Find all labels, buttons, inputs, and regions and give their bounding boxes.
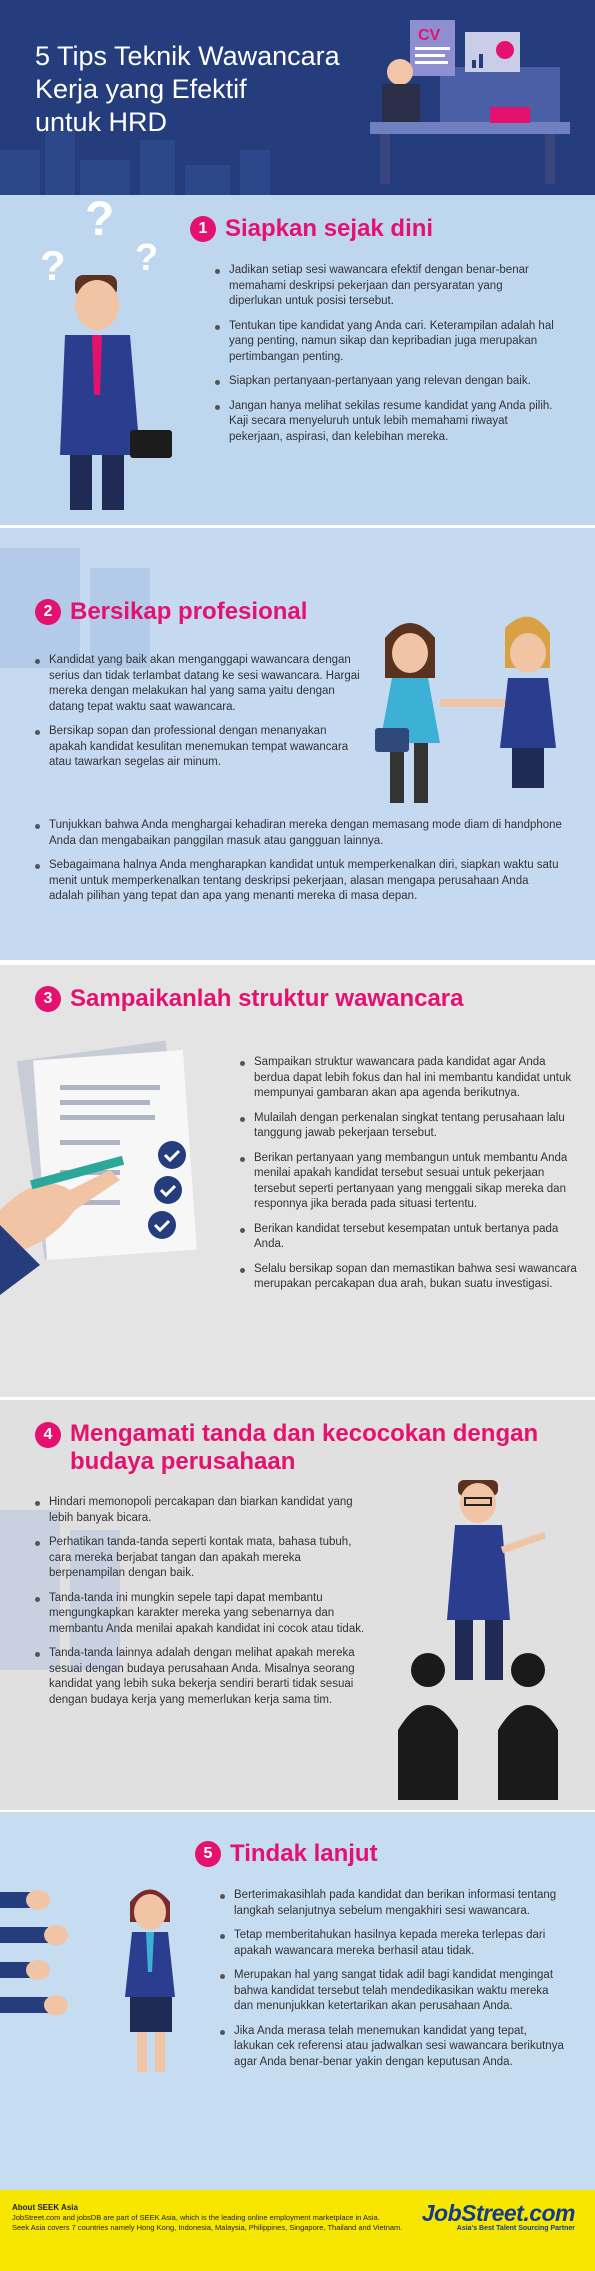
section-2 bbox=[0, 528, 595, 960]
bullet-item: Jadikan setiap sesi wawancara efektif dengan benar-benar memahami deskripsi pekerjaan dan persyaratan yang diperlukan untuk posisi tersebut. bbox=[215, 263, 555, 310]
bullet-item: Sebagaimana halnya Anda mengharapkan kandidat untuk memperkenalkan diri, siapkan waktu satu menit untuk memperkenalkan tentang deskripsi pekerjaan, alasan mengapa perusahaan Anda adalah pilihan yang tepat dan apa yang menanti mereka di masa depan. bbox=[35, 858, 565, 905]
bullet-item: Tetap memberitahukan hasilnya kepada mereka terlepas dari apakah wawancara mereka berhasil atau tidak. bbox=[220, 1928, 565, 1959]
question-mark-icon: ? bbox=[40, 242, 66, 289]
section-3 bbox=[0, 965, 595, 1397]
section-2-bullets-bottom bbox=[35, 818, 565, 914]
bullet-item: Jika Anda merasa telah menemukan kandidat yang tepat, lakukan cek referensi atau jadwalkan sesi wawancara berikutnya agar Anda benar-benar yakin dengan keputusan Anda. bbox=[220, 2024, 565, 2071]
logo-tagline: Asia's Best Talent Sourcing Partner bbox=[456, 2225, 575, 2232]
audience-silhouettes bbox=[398, 1653, 558, 1800]
desk bbox=[370, 122, 570, 134]
section-number-badge: 3 bbox=[35, 986, 61, 1012]
header bbox=[0, 0, 595, 195]
footer-about-title: About SEEK Asia bbox=[12, 2203, 78, 2212]
bullet-item: Tentukan tipe kandidat yang Anda cari. Keterampilan adalah hal yang penting, namun sikap dan kepribadian juga merupakan pertimbangan penting. bbox=[215, 319, 555, 366]
logo-name: JobStreet.com bbox=[421, 2200, 575, 2226]
bullet-item: Mulailah dengan perkenalan singkat tentang perusahaan lalu tanggung jawab pekerjaan tersebut. bbox=[240, 1111, 580, 1142]
section-3-bullets bbox=[240, 1055, 580, 1302]
briefcase-icon bbox=[130, 430, 172, 458]
footer-about-text: JobStreet.com and jobsDB are part of SEEK Asia, which is the leading online employment marketplace in Asia. bbox=[12, 2213, 380, 2222]
bullet-item: Hindari memonopoli percakapan dan biarkan kandidat yang lebih banyak bicara. bbox=[35, 1495, 365, 1526]
section-4-bullets bbox=[35, 1495, 365, 1717]
check-icon bbox=[148, 1211, 176, 1239]
section-5-heading bbox=[195, 1840, 378, 1868]
bullet-item: Kandidat yang baik akan menganggapi wawancara dengan serius dan tidak terlambat datang ke sesi wawancara. Hargai mereka dengan melakukan hal yang sama yaitu dengan datang tepat waktu saat wawancara. bbox=[35, 653, 365, 715]
bullet-item: Tanda-tanda lainnya adalah dengan melihat apakah mereka sesuai dengan budaya perusahaan Anda. Misalnya seorang kandidat yang lebih suka bekerja sendiri berarti tidak sesuai dengan budaya kerja yang memerlukan kerja sama tim. bbox=[35, 1646, 365, 1708]
title-line: Kerja yang Efektif bbox=[35, 74, 247, 104]
section-3-heading bbox=[35, 985, 464, 1013]
section-title: Siapkan sejak dini bbox=[225, 215, 434, 242]
thumbs-up-hands bbox=[0, 1890, 68, 2015]
section-title: Bersikap profesional bbox=[70, 598, 308, 625]
bullet-item: Selalu bersikap sopan dan memastikan bahwa sesi wawancara merupakan percakapan dua arah, bukan suatu investigasi. bbox=[240, 1262, 580, 1293]
section-number-badge: 5 bbox=[195, 1841, 221, 1867]
section-number-badge: 1 bbox=[190, 216, 216, 242]
jobstreet-logo[interactable] bbox=[422, 2200, 575, 2232]
section-4-heading bbox=[35, 1420, 575, 1476]
bullet-item: Siapkan pertanyaan-pertanyaan yang relevan dengan baik. bbox=[215, 374, 555, 390]
interviewer-figure bbox=[447, 1480, 545, 1680]
section-number-badge: 2 bbox=[35, 599, 61, 625]
hr-person bbox=[387, 59, 413, 85]
question-mark-icon: ? bbox=[135, 237, 159, 279]
section-title: Sampaikanlah struktur wawancara bbox=[70, 985, 464, 1012]
businesswoman-figure bbox=[125, 1890, 175, 2073]
cv-label: CV bbox=[418, 27, 441, 44]
handshake-people bbox=[375, 617, 556, 803]
bullet-item: Merupakan hal yang sangat tidak adil bagi kandidat mengingat bahwa kandidat tersebut telah mendedikasikan waktu mereka dan menunjukkan ketertarikan akan perusahaan Anda. bbox=[220, 1968, 565, 2015]
bullet-item: Bersikap sopan dan professional dengan menanyakan apakah kandidat kesulitan menemukan tempat wawancara atau tawarkan segelas air minum. bbox=[35, 724, 365, 771]
bullet-item: Berterimakasihlah pada kandidat dan berikan informasi tentang langkah selanjutnya sebelum mengakhiri sesi wawancara. bbox=[220, 1888, 565, 1919]
section-title: Mengamati tanda dan kecocokan dengan budaya perusahaan bbox=[70, 1420, 539, 1475]
footer bbox=[0, 2190, 595, 2271]
bullet-item: Sampaikan struktur wawancara pada kandidat agar Anda berdua dapat lebih fokus dan hal ini membantu kandidat untuk mempunyai gambaran akan apa agenda berikutnya. bbox=[240, 1055, 580, 1102]
bullet-item: Berikan pertanyaan yang membangun untuk membantu Anda menilai apakah kandidat tersebut sesuai untuk pekerjaan tersebut seperti pertanyaan yang menggali sikap mereka dan responnya jika berada pada situasi tertentu. bbox=[240, 1151, 580, 1213]
checklist-illustration bbox=[0, 1041, 197, 1295]
section-title: Tindak lanjut bbox=[230, 1840, 378, 1867]
section-2-heading bbox=[35, 598, 307, 626]
title-line: untuk HRD bbox=[35, 107, 168, 137]
footer-about-text: Seek Asia covers 7 countries namely Hong Kong, Indonesia, Malaysia, Philippines, Singapore, Thailand and Vietnam. bbox=[12, 2223, 403, 2232]
footer-about bbox=[12, 2203, 452, 2233]
bag-icon bbox=[375, 728, 409, 752]
section-number-badge: 4 bbox=[35, 1422, 61, 1448]
bullet-item: Jangan hanya melihat sekilas resume kandidat yang Anda pilih. Kaji secara menyeluruh untuk lebih memahami riwayat pekerjaan, aspirasi, dan kelebihan mereka. bbox=[215, 399, 555, 446]
check-icon bbox=[154, 1176, 182, 1204]
question-mark-icon: ? bbox=[85, 195, 115, 246]
bullet-item: Tunjukkan bahwa Anda menghargai kehadiran mereka dengan memasang mode diam di handphone Anda dan mengabaikan panggilan masuk atau gangguan lainnya. bbox=[35, 818, 565, 849]
bullet-item: Perhatikan tanda-tanda seperti kontak mata, bahasa tubuh, cara mereka berjabat tangan dan apakah mereka berpenampilan dengan baik. bbox=[35, 1535, 365, 1582]
bullet-item: Berikan kandidat tersebut kesempatan untuk bertanya pada Anda. bbox=[240, 1222, 580, 1253]
title-line: 5 Tips Teknik Wawancara bbox=[35, 41, 340, 71]
section-4 bbox=[0, 1400, 595, 1810]
section-5 bbox=[0, 1812, 595, 2190]
section-1 bbox=[0, 195, 595, 525]
section-1-heading bbox=[190, 215, 433, 243]
bullet-item: Tanda-tanda ini mungkin sepele tapi dapat membantu mengungkapkan karakter mereka yang sebenarnya dan membantu Anda menilai apakah kandidat ini cocok atau tidak. bbox=[35, 1591, 365, 1638]
hr-desk-illustration bbox=[360, 12, 585, 192]
section-1-bullets bbox=[215, 263, 555, 454]
check-icon bbox=[158, 1141, 186, 1169]
page-title bbox=[35, 40, 365, 139]
section-5-bullets bbox=[220, 1888, 565, 2079]
confused-man bbox=[60, 275, 172, 510]
section-2-bullets-top bbox=[35, 653, 365, 780]
